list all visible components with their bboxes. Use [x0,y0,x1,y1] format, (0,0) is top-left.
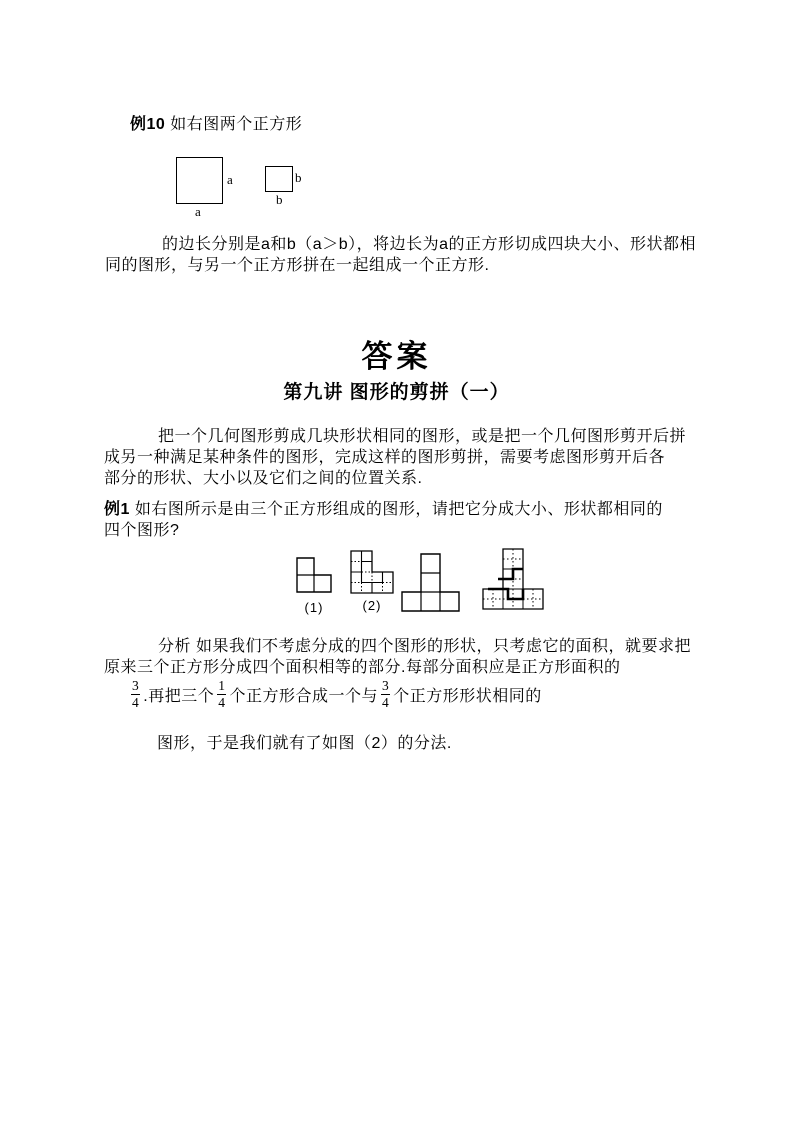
answers-title: 答案 [361,339,432,374]
fraction-numerator: 1 [218,677,226,693]
intro-line2: 成另一种满足某种条件的图形，完成这样的图形剪拼，需要考虑图形剪开后各 [104,449,666,466]
analysis-line2: 原来三个正方形分成四个面积相等的部分.每部分面积应是正方形面积的 [104,659,621,676]
figure-l-tromino [296,557,332,593]
fraction-numerator: 3 [132,677,140,693]
figure-t-shape-divided [481,548,545,610]
intro-line1: 把一个几何图形剪成几块形状相同的图形，或是把一个几何图形剪开后拼 [158,428,687,445]
analysis-closing: 图形，于是我们就有了如图（2）的分法. [157,735,452,752]
fraction-three-quarters [381,678,390,710]
example10-heading [130,114,302,135]
example1-heading [104,499,663,520]
figure2-label: (2) [362,598,382,613]
fraction-denominator: 4 [132,694,140,710]
example1-line2: 四个图形? [104,522,180,539]
fraction-one-quarter [217,678,226,710]
example10-text: 如右图两个正方形 [170,116,303,133]
figure-t-shape [401,553,461,612]
small-square-bottom-label: b [276,192,283,207]
small-square-side-label: b [295,170,302,185]
fraction-numerator: 3 [381,677,390,693]
example1-label: 例1 [104,501,130,518]
analysis-line1: 分析 如果我们不考虑分成的四个图形的形状，只考虑它的面积，就要求把 [158,638,691,655]
large-square-side-label: a [227,172,233,187]
paragraph1-line1: 的边长分别是a和b（a＞b），将边长为a的正方形切成四块大小、形状都相 [162,236,696,253]
example1-text: 如右图所示是由三个正方形组成的图形，请把它分成大小、形状都相同的 [134,501,663,518]
fraction-denominator: 4 [381,694,390,710]
analysis-fraction-line [128,675,542,713]
section-title: 第九讲 图形的剪拼（一） [283,382,510,403]
figure-l-tromino-divided [350,550,394,594]
large-square-figure [176,157,223,204]
analysis-segment1: .再把三个 [143,687,215,705]
small-square-figure [265,166,293,192]
intro-line3: 部分的形状、大小以及它们之间的位置关系. [104,470,423,487]
example10-label: 例10 [130,116,166,133]
fraction-three-quarters [131,678,140,710]
paragraph1-line2: 同的图形，与另一个正方形拼在一起组成一个正方形. [105,257,490,274]
analysis-segment2: 个正方形合成一个与 [229,687,378,705]
figure1-label: (1) [304,600,324,615]
fraction-denominator: 4 [218,694,226,710]
analysis-segment3: 个正方形形状相同的 [393,687,542,705]
large-square-bottom-label: a [195,204,201,219]
